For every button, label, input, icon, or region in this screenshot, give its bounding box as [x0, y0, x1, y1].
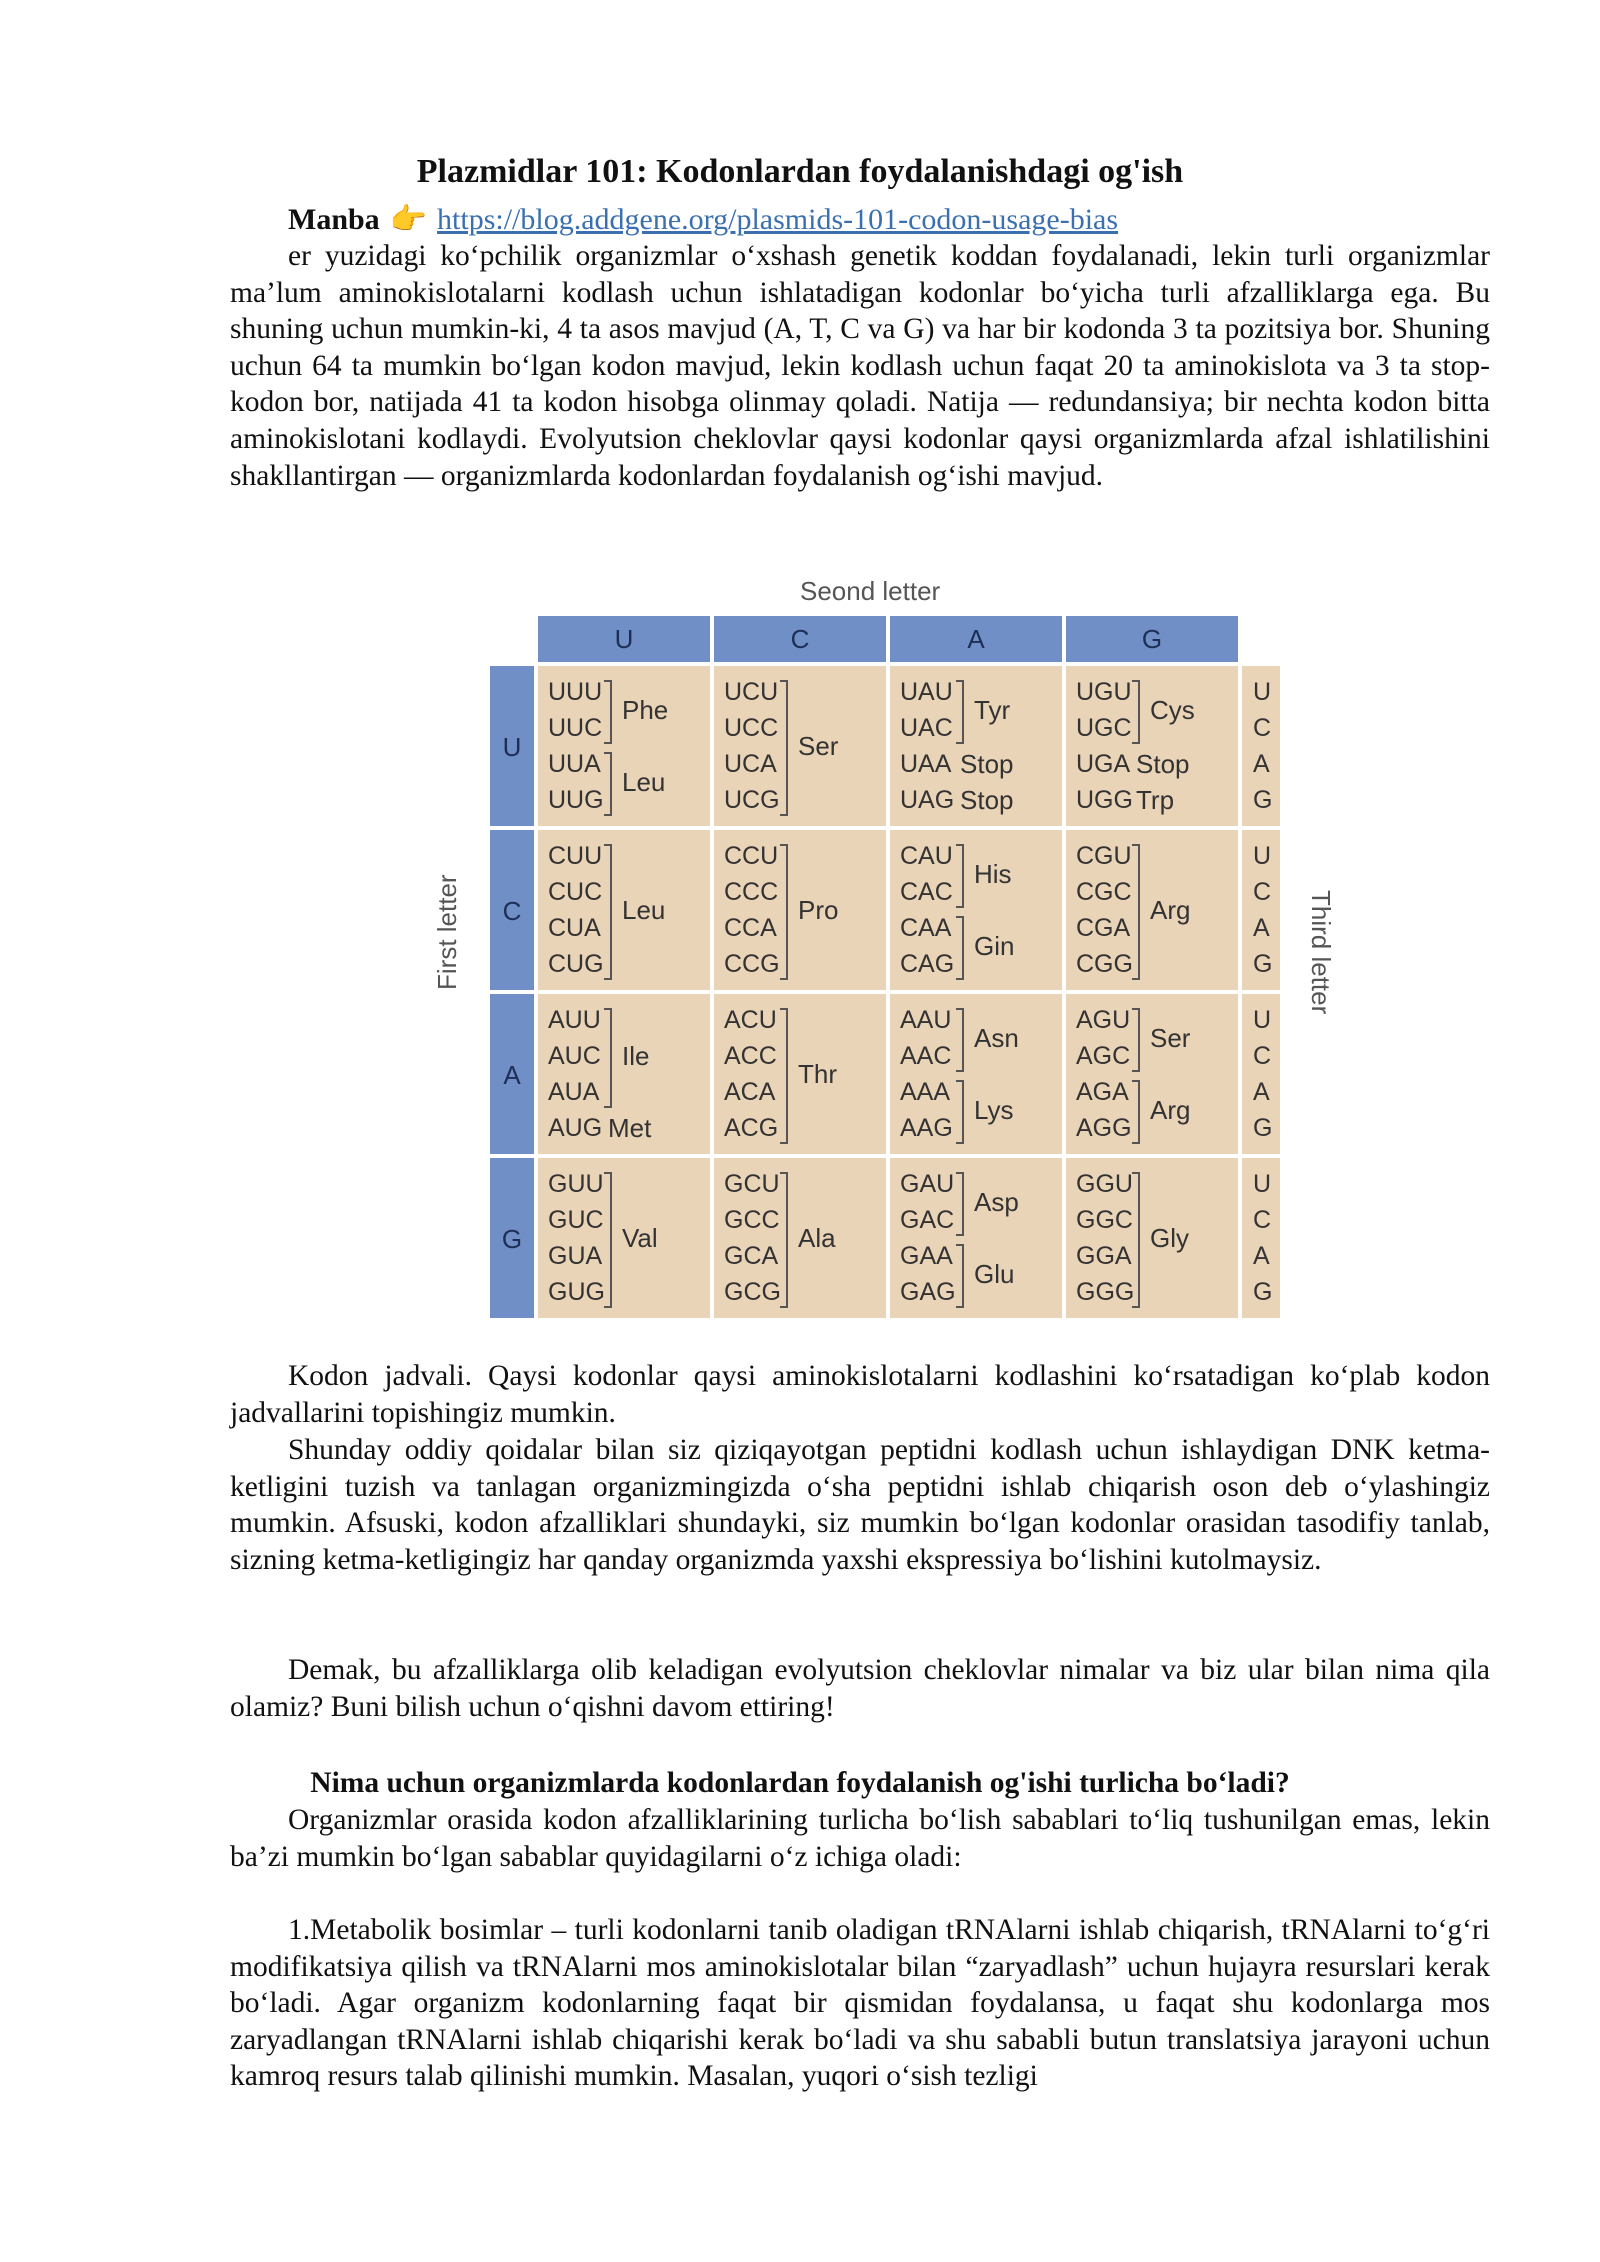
amino-acid-stop: Stop [1136, 749, 1190, 779]
codon-group-bracket [956, 680, 964, 744]
codon-ggu: GGU [1076, 1170, 1133, 1198]
body-paragraph-5: 1.Metabolik bosimlar – turli kodonlarni tanib oladigan tRNAlarni ishlab chiqarish, tRNAlarni to‘g‘ri modifikatsiya qilish va tRNAlarni mos aminokislotalar bilan “zaryadlash” uchun hujayra resurslari kerak bo‘ladi. Agar organizm kodonlarning faqat bir qismidan foydalansa, u faqat shu kodonlarga mos zaryadlangan tRNAlarni ishlab chiqarishi kerak bo‘ladi va shu sababli butun translatsiya jarayoni uchun kamroq resurs talab qilinishi mumkin. Masalan, yuqori o‘sish tezligi [230, 1914, 1490, 2093]
codon-acg: ACG [724, 1114, 779, 1142]
codon-aag: AAG [900, 1114, 953, 1142]
codon-gca: GCA [724, 1242, 779, 1270]
third-letter-u: U [1253, 1170, 1272, 1198]
codon-ugc: UGC [1076, 714, 1132, 742]
first-letter-label: First letter [432, 874, 462, 990]
codon-ucg: UCG [724, 786, 780, 814]
third-letter-u: U [1253, 1006, 1272, 1034]
amino-acid-leu: Leu [622, 767, 666, 797]
codon-aca: ACA [724, 1078, 776, 1106]
amino-acid-ser: Ser [1150, 1023, 1191, 1053]
codon-gga: GGA [1076, 1242, 1132, 1270]
codon-cag: CAG [900, 950, 955, 978]
codon-ucc: UCC [724, 714, 779, 742]
codon-cuu: CUU [548, 842, 603, 870]
codon-gcc: GCC [724, 1206, 780, 1234]
first-letter-header-u [490, 666, 534, 826]
codon-ugg: UGG [1076, 786, 1133, 814]
amino-acid-glu: Glu [974, 1259, 1015, 1289]
third-letter-c: C [1253, 1042, 1272, 1070]
body-paragraph-4: Organizmlar orasida kodon afzalliklarining turlicha bo‘lish sabablari to‘liq tushunilgan emas, lekin ba’zi mumkin bo‘lgan sabablar quyidagilarni o‘z ichiga oladi: [230, 1804, 1490, 1873]
intro-paragraph: er yuzidagi ko‘pchilik organizmlar o‘xshash genetik koddan foydalanadi, lekin turli organizmlar ma’lum aminokislotalarni kodlash uchun ishlatadigan kodonlar bo‘yicha turli afzalliklarga ega. Bu shuning uchun mumkin-ki, 4 ta asos mavjud (A, T, C va G) va har bir kodonda 3 ta pozitsiya bor. Shuning uchun 64 ta mumkin bo‘lgan kodon mavjud, lekin kodlash uchun faqat 20 ta aminokislota va 3 ta stop-kodon bor, natijada 41 ta kodon hisobga olinmay qoladi. Natija — redundansiya; bir nechta kodon bitta aminokislotani kodlaydi. Evolyutsion cheklovlar qaysi kodonlar qaysi organizmlarda afzal ishlatilishini shakllantirgan — organizmlarda kodonlardan foydalanish og‘ishi mavjud. [230, 240, 1490, 492]
codon-uac: UAC [900, 714, 953, 742]
codon-cuc: CUC [548, 878, 603, 906]
third-letter-c: C [1253, 1206, 1272, 1234]
codon-group-bracket [956, 1172, 964, 1236]
codon-group-bracket [956, 1080, 964, 1144]
first-letter-header-a [490, 994, 534, 1154]
third-letter-a: A [1253, 914, 1270, 942]
codon-ggg: GGG [1076, 1278, 1135, 1306]
codon-cgu: CGU [1076, 842, 1132, 870]
codon-group-bracket [956, 1008, 964, 1072]
codon-cga: CGA [1076, 914, 1131, 942]
body-paragraph-3: Demak, bu afzalliklarga olib keladigan evolyutsion cheklovlar nimalar va biz ular bilan nima qila olamiz? Buni bilish uchun o‘qishni davom ettiring! [230, 1654, 1490, 1723]
amino-acid-ser: Ser [798, 731, 839, 761]
codon-uuu: UUU [548, 678, 603, 706]
codon-group-bracket [956, 1244, 964, 1308]
amino-acid-val: Val [622, 1223, 658, 1253]
amino-acid-met: Met [608, 1113, 652, 1143]
codon-gac: GAC [900, 1206, 955, 1234]
second-letter-label: Seond letter [800, 576, 941, 606]
codon-cca: CCA [724, 914, 777, 942]
codon-gcu: GCU [724, 1170, 780, 1198]
codon-cgc: CGC [1076, 878, 1132, 906]
codon-group-bracket [956, 916, 964, 980]
codon-group-bracket [1132, 1008, 1140, 1072]
codon-gug: GUG [548, 1278, 605, 1306]
amino-acid-ala: Ala [798, 1223, 836, 1253]
amino-acid-arg: Arg [1150, 895, 1191, 925]
codon-aug: AUG [548, 1114, 603, 1142]
codon-group-bracket [780, 1008, 788, 1144]
codon-gcg: GCG [724, 1278, 781, 1306]
amino-acid-tyr: Tyr [974, 695, 1011, 725]
third-letter-u: U [1253, 678, 1272, 706]
codon-ucu: UCU [724, 678, 779, 706]
amino-acid-pro: Pro [798, 895, 839, 925]
codon-table-figure [430, 570, 1336, 1320]
codon-uag: UAG [900, 786, 955, 814]
codon-aaa: AAA [900, 1078, 951, 1106]
second-letter-header-c: C [714, 616, 886, 662]
codon-uca: UCA [724, 750, 777, 778]
codon-group-bracket [604, 752, 612, 816]
codon-agg: AGG [1076, 1114, 1132, 1142]
amino-acid-trp: Trp [1136, 785, 1175, 815]
codon-uua: UUA [548, 750, 601, 778]
codon-group-bracket [956, 844, 964, 908]
codon-acu: ACU [724, 1006, 777, 1034]
source-line [288, 202, 1118, 238]
codon-cua: CUA [548, 914, 601, 942]
second-letter-header-u: U [538, 616, 710, 662]
second-letter-header-a: A [890, 616, 1062, 662]
codon-aau: AAU [900, 1006, 952, 1034]
codon-uga: UGA [1076, 750, 1131, 778]
third-letter-a: A [1253, 1078, 1270, 1106]
third-letter-u: U [1253, 842, 1272, 870]
codon-group-bracket [604, 844, 612, 980]
codon-guu: GUU [548, 1170, 604, 1198]
first-letter-text: U [502, 732, 522, 762]
amino-acid-his: His [974, 859, 1012, 889]
third-letter-g: G [1253, 786, 1273, 814]
codon-agc: AGC [1076, 1042, 1131, 1070]
amino-acid-asn: Asn [974, 1023, 1019, 1053]
codon-ccu: CCU [724, 842, 779, 870]
codon-aac: AAC [900, 1042, 952, 1070]
codon-group-bracket [780, 680, 788, 816]
third-letter-g: G [1253, 950, 1273, 978]
codon-gaa: GAA [900, 1242, 953, 1270]
codon-group-bracket [1132, 680, 1140, 744]
codon-group-bracket [604, 680, 612, 744]
codon-gag: GAG [900, 1278, 956, 1306]
third-letter-g: G [1253, 1114, 1273, 1142]
source-link[interactable]: https://blog.addgene.org/plasmids-101-codon-usage-bias [437, 203, 1119, 236]
amino-acid-asp: Asp [974, 1187, 1019, 1217]
codon-group-bracket [1132, 1172, 1140, 1308]
first-letter-text: C [502, 896, 522, 926]
amino-acid-leu: Leu [622, 895, 666, 925]
section-heading: Nima uchun organizmlarda kodonlardan foydalanish og'ishi turlicha bo‘ladi? [310, 1767, 1290, 1799]
second-letter-header-g: G [1066, 616, 1238, 662]
codon-aga: AGA [1076, 1078, 1129, 1106]
codon-aua: AUA [548, 1078, 600, 1106]
codon-agu: AGU [1076, 1006, 1131, 1034]
codon-group-bracket [604, 1172, 612, 1308]
amino-acid-stop: Stop [960, 749, 1014, 779]
amino-acid-gin: Gin [974, 931, 1015, 961]
amino-acid-cys: Cys [1150, 695, 1195, 725]
third-letter-c: C [1253, 714, 1272, 742]
third-letter-c: C [1253, 878, 1272, 906]
amino-acid-stop: Stop [960, 785, 1014, 815]
third-letter-a: A [1253, 1242, 1270, 1270]
codon-group-bracket [604, 1008, 612, 1108]
codon-ggc: GGC [1076, 1206, 1133, 1234]
third-letter-g: G [1253, 1278, 1273, 1306]
codon-uaa: UAA [900, 750, 952, 778]
codon-group-bracket [780, 1172, 788, 1308]
amino-acid-ile: Ile [622, 1041, 650, 1071]
codon-auc: AUC [548, 1042, 601, 1070]
codon-auu: AUU [548, 1006, 601, 1034]
pointing-hand-icon: 👉 [389, 203, 428, 236]
codon-gau: GAU [900, 1170, 955, 1198]
codon-ccc: CCC [724, 878, 779, 906]
amino-acid-thr: Thr [798, 1059, 837, 1089]
codon-caa: CAA [900, 914, 952, 942]
codon-group-bracket [1132, 844, 1140, 980]
codon-uug: UUG [548, 786, 604, 814]
codon-cau: CAU [900, 842, 953, 870]
codon-ccg: CCG [724, 950, 780, 978]
third-letter-a: A [1253, 750, 1270, 778]
source-label: Manba [288, 203, 380, 236]
first-letter-header-g [490, 1158, 534, 1318]
codon-gua: GUA [548, 1242, 603, 1270]
codon-group-bracket [780, 844, 788, 980]
codon-uau: UAU [900, 678, 953, 706]
codon-group-bracket [1132, 1080, 1140, 1144]
amino-acid-arg: Arg [1150, 1095, 1191, 1125]
amino-acid-phe: Phe [622, 695, 669, 725]
page-title: Plazmidlar 101: Kodonlardan foydalanishdagi og'ish [416, 153, 1184, 190]
codon-cgg: CGG [1076, 950, 1133, 978]
figure-caption: Kodon jadvali. Qaysi kodonlar qaysi aminokislotalarni kodlashini ko‘rsatadigan ko‘plab kodon jadvallarini topishingiz mumkin. [230, 1360, 1490, 1429]
codon-acc: ACC [724, 1042, 777, 1070]
codon-ugu: UGU [1076, 678, 1132, 706]
amino-acid-lys: Lys [974, 1095, 1014, 1125]
amino-acid-gly: Gly [1150, 1223, 1189, 1253]
first-letter-text: A [503, 1060, 521, 1090]
third-letter-label: Third letter [1306, 890, 1336, 1015]
codon-cac: CAC [900, 878, 953, 906]
first-letter-text: G [501, 1224, 523, 1254]
first-letter-header-c [490, 830, 534, 990]
codon-guc: GUC [548, 1206, 604, 1234]
codon-cug: CUG [548, 950, 604, 978]
body-paragraph-2: Shunday oddiy qoidalar bilan siz qiziqayotgan peptidni kodlash uchun ishlaydigan DNK ketma-ketligini tuzish va tanlagan organizmingizda o‘sha peptidni ishlab chiqarish oson deb o‘ylashingiz mumkin. Afsuski, kodon afzalliklari shundayki, siz mumkin bo‘lgan kodonlar orasidan tasodifiy tanlab, sizning ketma-ketligingiz har qanday organizmda yaxshi ekspressiya bo‘lishini kutolmaysiz. [230, 1434, 1490, 1576]
codon-uuc: UUC [548, 714, 603, 742]
